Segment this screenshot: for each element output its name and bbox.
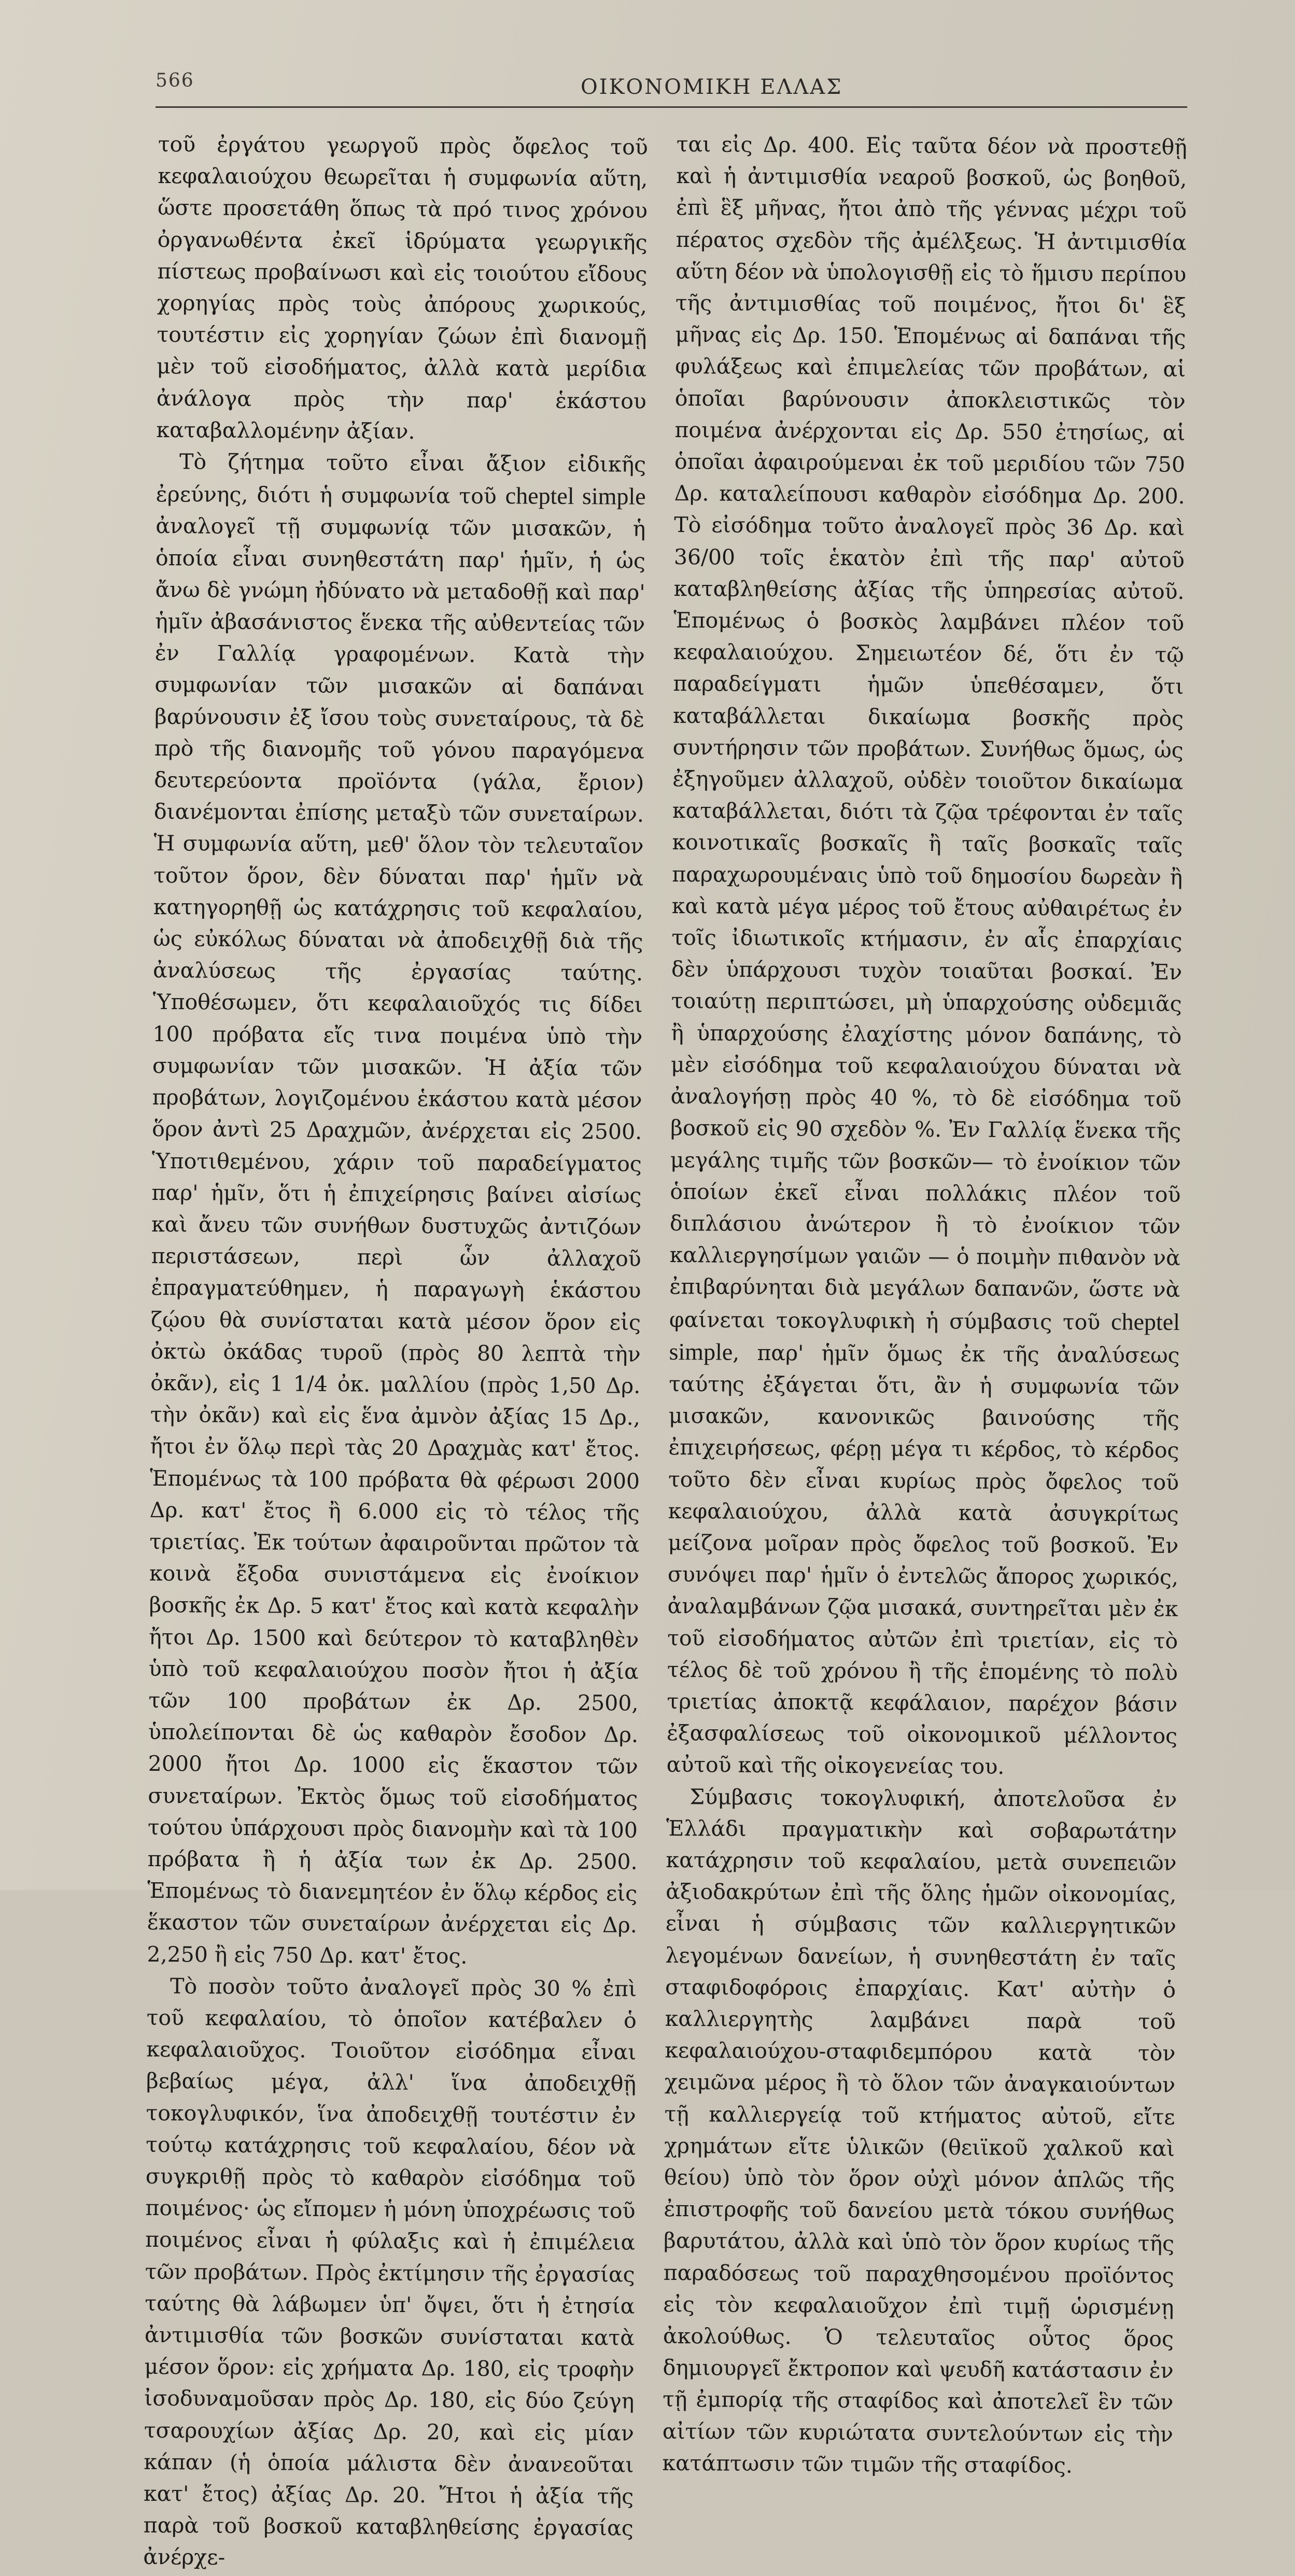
right-column: [662, 129, 1187, 2478]
term-cheptel-simple: cheptel simple: [505, 482, 646, 510]
left-paragraph-2-start: Τὸ ζήτημα τοῦτο εἶναι ἄξιον εἰδικῆς ἐρεύνης, διότι ἡ συμφωνία τοῦ: [156, 449, 646, 509]
left-paragraph-2: [147, 446, 646, 1973]
right-paragraph-1-start: ται εἰς Δρ. 400. Εἰς ταῦτα δέον νὰ προστεθῇ καὶ ἡ ἀντιμισθία νεαροῦ βοσκοῦ, ὡς βοηθοῦ, ἐπὶ ἓξ μῆνας, ἤτοι ἀπὸ τῆς γέννας μέχρι τοῦ πέρατος σχεδὸν τῆς ἀμέλξεως. Ἡ ἀντιμισθία αὕτη δέον νὰ ὑπολογισθῇ εἰς τὸ ἥμισυ περίπου τῆς ἀντιμισθίας τοῦ ποιμένος, ἤτοι δι' ἓξ μῆνας εἰς Δρ. 150. Ἑπομένως αἱ δαπάναι τῆς φυλάξεως καὶ ἐπιμελείας τῶν προβάτων, αἱ ὁποῖαι βαρύνουσιν ἀποκλειστικῶς τὸν ποιμένα ἀνέρχονται εἰς Δρ. 550 ἐτησίως, αἱ ὁποῖαι ἀφαιρούμεναι ἐκ τοῦ μεριδίου τῶν 750 Δρ. καταλείπουσι καθαρὸν εἰσόδημα Δρ. 200. Τὸ εἰσόδημα τοῦτο ἀναλογεῖ πρὸς 36 Δρ. καὶ 36/00 τοῖς ἑκατὸν ἐπὶ τῆς παρ' αὐτοῦ καταβληθείσης ἀξίας τῆς ὑπηρεσίας αὐτοῦ. Ἑπομένως ὁ βοσκὸς λαμβάνει πλέον τοῦ κεφαλαιούχου. Σημειωτέον δέ, ὅτι ἐν τῷ παραδείγματι ἡμῶν ὑπεθέσαμεν, ὅτι καταβάλλεται δικαίωμα βοσκῆς πρὸς συντήρησιν τῶν προβάτων. Συνήθως ὅμως, ὡς ἐξηγοῦμεν ἀλλαχοῦ, οὐδὲν τοιοῦτον δικαίωμα καταβάλλεται, διότι τὰ ζῷα τρέφονται ἐν ταῖς κοινοτικαῖς βοσκαῖς ἢ ταῖς βοσκαῖς ταῖς παραχωρουμέναις ὑπὸ τοῦ δημοσίου δωρεὰν ἢ καὶ κατὰ μέγα μέρος τοῦ ἔτους αὐθαιρέτως ἐν τοῖς ἰδιωτικοῖς κτήμασιν, ἐν αἷς ἐπαρχίαις δὲν ὑπάρχουσι τυχὸν τοιαῦται βοσκαί. Ἐν τοιαύτῃ περιπτώσει, μὴ ὑπαρχούσης οὐδεμιᾶς ἢ ὑπαρχούσης ἐλαχίστης μόνον δαπάνης, τὸ μὲν εἰσόδημα τοῦ κεφαλαιούχου δύναται νὰ ἀναλογήσῃ πρὸς 40 %, τὸ δὲ εἰσόδημα τοῦ βοσκοῦ εἰς 90 σχεδὸν %. Ἐν Γαλλίᾳ ἕνεκα τῆς μεγάλης τιμῆς τῶν βοσκῶν— τὸ ἐνοίκιον τῶν ὁποίων ἐκεῖ εἶναι πολλάκις πλέον τοῦ διπλάσιου ἀνώτερον ἢ τὸ ἐνοίκιον τῶν καλλιεργησίμων γαιῶν — ὁ ποιμὴν πιθανὸν νὰ ἐπιβαρύνηται διὰ μεγάλων δαπανῶν, ὥστε νὰ φαίνεται τοκογλυφικὴ ἡ σύμβασις τοῦ: [669, 131, 1187, 1335]
left-paragraph-2-rest: ἀναλογεῖ τῇ συμφωνίᾳ τῶν μισακῶν, ἡ ὁποία εἶναι συνηθεστάτη παρ' ἡμῖν, ἡ ὡς ἄνω δὲ γνώμη ἠδύνατο νὰ μεταδοθῇ καὶ παρ' ἡμῖν ἀβασάνιστος ἕνεκα τῆς αὐθεντείας τῶν ἐν Γαλλίᾳ γραφομένων. Κατὰ τὴν συμφωνίαν τῶν μισακῶν αἱ δαπάναι βαρύνουσιν ἐξ ἴσου τοὺς συνεταίρους, τὰ δὲ πρὸ τῆς διανομῆς τοῦ γόνου παραγόμενα δευτερεύοντα προϊόντα (γάλα, ἔριον) διανέμονται ἐπίσης μεταξὺ τῶν συνεταίρων. Ἡ συμφωνία αὕτη, μεθ' ὅλον τὸν τελευταῖον τοῦτον ὅρον, δὲν δύναται παρ' ἡμῖν νὰ κατηγορηθῇ ὡς κατάχρησις τοῦ κεφαλαίου, ὡς εὐκόλως δύναται νὰ ἀποδειχθῇ διὰ τῆς ἀναλύσεως τῆς ἐργασίας ταύτης. Ὑποθέσωμεν, ὅτι κεφαλαιοῦχός τις δίδει 100 πρόβατα εἴς τινα ποιμένα ὑπὸ τὴν συμφωνίαν τῶν μισακῶν. Ἡ ἀξία τῶν προβάτων, λογιζομένου ἑκάστου κατὰ μέσον ὅρον ἀντὶ 25 Δραχμῶν, ἀνέρχεται εἰς 2500. Ὑποτιθεμένου, χάριν τοῦ παραδείγματος παρ' ἡμῖν, ὅτι ἡ ἐπιχείρησις βαίνει αἰσίως καὶ ἄνευ τῶν συνήθων δυστυχῶς ἀντιζόων περιστάσεων, περὶ ὧν ἀλλαχοῦ ἐπραγματεύθημεν, ἡ παραγωγὴ ἑκάστου ζῴου θὰ συνίσταται κατὰ μέσον ὅρον εἰς ὀκτὼ ὀκάδας τυροῦ (πρὸς 80 λεπτὰ τὴν ὀκᾶν), εἰς 1 1/4 ὀκ. μαλλίου (πρὸς 1,50 Δρ. τὴν ὀκᾶν) καὶ εἰς ἕνα ἀμνὸν ἀξίας 15 Δρ., ἤτοι ἐν ὅλῳ περὶ τὰς 20 Δραχμὰς κατ' ἔτος. Ἑπομένως τὰ 100 πρόβατα θὰ φέρωσι 2000 Δρ. κατ' ἔτος ἢ 6.000 εἰς τὸ τέλος τῆς τριετίας. Ἐκ τούτων ἀφαιροῦνται πρῶτον τὰ κοινὰ ἔξοδα συνιστάμενα εἰς ἐνοίκιον βοσκῆς ἐκ Δρ. 5 κατ' ἔτος καὶ κατὰ κεφαλὴν ἤτοι Δρ. 1500 καὶ δεύτερον τὸ καταβληθὲν ὑπὸ τοῦ κεφαλαιούχου ποσὸν ἤτοι ἡ ἀξία τῶν 100 προβάτων ἐκ Δρ. 2500, ὑπολείπονται δὲ ὡς καθαρὸν ἔσοδον Δρ. 2000 ἤτοι Δρ. 1000 εἰς ἕκαστον τῶν συνεταίρων. Ἐκτὸς ὅμως τοῦ εἰσοδήματος τούτου ὑπάρχουσι πρὸς διανομὴν καὶ τὰ 100 πρόβατα ἢ ἡ ἀξία των ἐκ Δρ. 2500. Ἑπομένως τὸ διανεμητέον ἐν ὅλῳ κέρδος εἰς ἕκαστον τῶν συνεταίρων ἀνέρχεται εἰς Δρ. 2,250 ἢ εἰς 750 Δρ. κατ' ἔτος.: [147, 513, 646, 1969]
right-paragraph-1-rest: , παρ' ἡμῖν ὅμως ἐκ τῆς ἀναλύσεως ταύτης ἐξάγεται ὅτι, ἂν ἡ συμφωνία τῶν μισακῶν, κανονικῶς βαινούσης τῆς ἐπιχειρήσεως, φέρῃ μέγα τι κέρδος, τὸ κέρδος τοῦτο δὲν εἶναι κυρίως πρὸς ὄφελος τοῦ κεφαλαιούχου, ἀλλὰ κατὰ ἀσυγκρίτως μείζονα μοῖραν πρὸς ὄφελος τοῦ βοσκοῦ. Ἐν συνόψει παρ' ἡμῖν ὁ ἐντελῶς ἄπορος χωρικός, ἀναλαμβάνων ζῷα μισακά, συντηρεῖται μὲν ἐκ τοῦ εἰσοδήματος αὐτῶν ἐπὶ τριετίαν, εἰς τὸ τέλος δὲ τοῦ χρόνου ἢ τῆς ἑπομένης τὸ πολὺ τριετίας ἀποκτᾷ κεφάλαιον, παρέχον βάσιν ἐξασφαλίσεως τοῦ οἰκονομικοῦ μέλλοντος αὐτοῦ καὶ τῆς οἰκογενείας του.: [666, 1340, 1180, 1780]
right-paragraph-2: Σύμβασις τοκογλυφική, ἀποτελοῦσα ἐν Ἑλλάδι πραγματικὴν καὶ σοβαρωτάτην κατάχρησιν τοῦ κεφαλαίου, μετὰ συνεπειῶν ἀξιοδακρύτων ἐπὶ τῆς ὅλης ἡμῶν οἰκονομίας, εἶναι ἡ σύμβασις τῶν καλλιεργητικῶν λεγομένων δανείων, ἡ συνηθεστάτη ἐν ταῖς σταφιδοφόροις ἐπαρχίαις. Κατ' αὐτὴν ὁ καλλιεργητὴς λαμβάνει παρὰ τοῦ κεφαλαιούχου-σταφιδεμπόρου κατὰ τὸν χειμῶνα μέρος ἢ τὸ ὅλον τῶν ἀναγκαιούντων τῇ καλλιεργείᾳ τοῦ κτήματος αὐτοῦ, εἴτε χρημάτων εἴτε ὑλικῶν (θειϊκοῦ χαλκοῦ καὶ θείου) ὑπὸ τὸν ὅρον οὐχὶ μόνον ἁπλῶς τῆς ἐπιστροφῆς τοῦ δανείου μετὰ τόκου συνήθως βαρυτάτου, ἀλλὰ καὶ ὑπὸ τὸν ὅρον κυρίως τῆς παραδόσεως τοῦ παραχθησομένου προϊόντος εἰς τὸν κεφαλαιοῦχον ἐπὶ τιμῇ ὡρισμένῃ ἀκολούθως. Ὁ τελευταῖος οὗτος ὅρος δημιουργεῖ ἔκτροπον καὶ ψευδῆ κατάστασιν ἐν τῇ ἐμπορίᾳ τῆς σταφίδος καὶ ἀποτελεῖ ἓν τῶν αἰτίων τῶν κυριώτατα συντελούντων εἰς τὴν κατάπτωσιν τῶν τιμῶν τῆς σταφίδος.: [662, 1784, 1177, 2478]
page-header: [156, 70, 1187, 106]
left-column: [143, 129, 648, 2570]
left-paragraph-3: Τὸ ποσὸν τοῦτο ἀναλογεῖ πρὸς 30 % ἐπὶ τοῦ κεφαλαίου, τὸ ὁποῖον κατέβαλεν ὁ κεφαλαιοῦχος. Τοιοῦτον εἰσόδημα εἶναι βεβαίως μέγα, ἀλλ' ἵνα ἀποδειχθῇ τοκογλυφικόν, ἵνα ἀποδειχθῇ τουτέστιν ἐν τούτῳ κατάχρησις τοῦ κεφαλαίου, δέον νὰ συγκριθῇ πρὸς τὸ καθαρὸν εἰσόδημα τοῦ ποιμένος· ὡς εἴπομεν ἡ μόνη ὑποχρέωσις τοῦ ποιμένος εἶναι ἡ φύλαξις καὶ ἡ ἐπιμέλεια τῶν προβάτων. Πρὸς ἐκτίμησιν τῆς ἐργασίας ταύτης θὰ λάβωμεν ὑπ' ὄψει, ὅτι ἡ ἐτησία ἀντιμισθία τῶν βοσκῶν συνίσταται κατὰ μέσον ὅρον: εἰς χρήματα Δρ. 180, εἰς τροφὴν ἰσοδυναμοῦσαν πρὸς Δρ. 180, εἰς δύο ζεύγη τσαρουχίων ἀξίας Δρ. 20, καὶ εἰς μίαν κάπαν (ἡ ὁποία μάλιστα δὲν ἀνανεοῦται κατ' ἔτος) ἀξίας Δρ. 20. Ἤτοι ἡ ἀξία τῆς παρὰ τοῦ βοσκοῦ καταβληθείσης ἐργασίας ἀνέρχε-: [143, 1973, 637, 2570]
page-number: 566: [156, 70, 194, 91]
right-paragraph-1: [667, 129, 1187, 1784]
header-rule: [156, 106, 1187, 108]
running-title: ΟΙΚΟΝΟΜΙΚΗ ΕΛΛΑΣ: [581, 75, 843, 99]
term-cheptel-simple-2: cheptel simple: [669, 1308, 1180, 1365]
left-paragraph-1: τοῦ ἐργάτου γεωργοῦ πρὸς ὄφελος τοῦ κεφαλαιούχου θεωρεῖται ἡ συμφωνία αὕτη, ὥστε προσετάθη ὅπως τὰ πρό τινος χρόνου ὀργανωθέντα ἐκεῖ ἱδρύματα γεωργικῆς πίστεως προβαίνωσι καὶ εἰς τοιούτου εἴδους χορηγίας πρὸς τοὺς ἀπόρους χωρικούς, τουτέστιν εἰς χορηγίαν ζώων ἐπὶ διανομῇ μὲν τοῦ εἰσοδήματος, ἀλλὰ κατὰ μερίδια ἀνάλογα πρὸς τὴν παρ' ἑκάστου καταβαλλομένην ἀξίαν.: [156, 131, 648, 444]
